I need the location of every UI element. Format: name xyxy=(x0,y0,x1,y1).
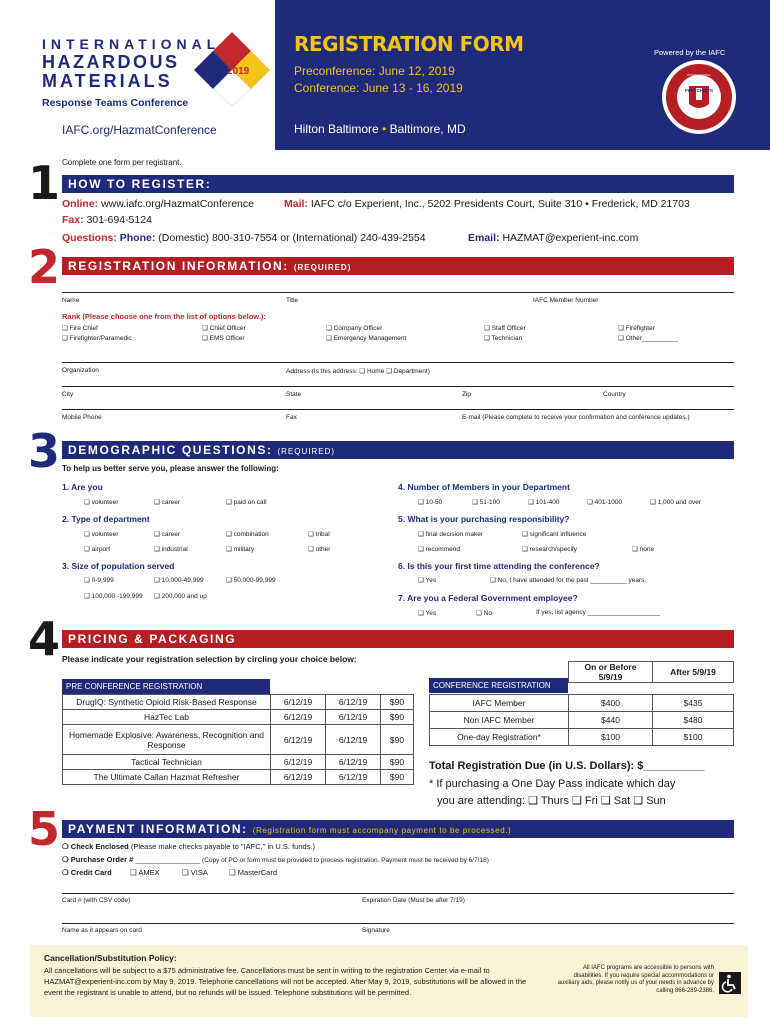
form-title: REGISTRATION FORM xyxy=(294,32,524,56)
reg-type: Non IAFC Member xyxy=(430,712,569,729)
state-label[interactable]: State xyxy=(286,391,302,398)
session-date-after: 6/12/19 xyxy=(326,725,381,755)
q6-no[interactable]: ❑ No, I have attended for the past __________ years. xyxy=(490,577,647,584)
q5-recommend[interactable]: ❑ recommend xyxy=(418,546,460,553)
q2-volunteer[interactable]: ❑ volunteer xyxy=(84,531,119,538)
member-number-label[interactable]: IAFC Member Number xyxy=(533,297,599,304)
table-row[interactable] xyxy=(430,712,734,729)
conference-date: Conference: June 13 - 16, 2019 xyxy=(294,81,463,95)
section-5-number: 5 xyxy=(28,802,61,856)
conference-table xyxy=(429,694,734,746)
email-line xyxy=(468,232,638,244)
header-info-area xyxy=(275,0,770,150)
logo-line3: MATERIALS xyxy=(42,71,173,91)
fax-label: Fax: xyxy=(62,214,84,226)
q2-label: 2. Type of department xyxy=(62,514,150,524)
questions-line xyxy=(62,232,426,244)
name-line xyxy=(62,292,734,293)
section-3-bar xyxy=(62,441,734,459)
session-name: Tactical Technician xyxy=(63,755,271,770)
q6-label: 6. Is this your first time attending the conference? xyxy=(398,561,600,571)
policy-text: All cancellations will be subject to a $75 administrative fee. Cancellations must be sent in writing to the registration Center via e-mail to HAZMAT@experient-inc.com by May 9, 2019. Telephone cancellations will not be accepted. After May 9, 2019, substitutions will be allowed in the event the registrant is unable to attend, but no refunds will be issued. Telephone substitutions will be permitted. xyxy=(44,966,527,997)
q4-1000-over[interactable]: ❑ 1,000 and over xyxy=(650,499,702,506)
logo-line2: HAZARDOUS xyxy=(42,52,180,72)
session-date-before: 6/12/19 xyxy=(271,695,326,710)
oneday-note-2[interactable]: you are attending: ❑ Thurs ❑ Fri ❑ Sat ❑ Sun xyxy=(437,795,666,807)
reg-price-after: $435 xyxy=(653,695,734,712)
section-2-number: 2 xyxy=(28,240,61,294)
q3-10000-49999[interactable]: ❑ 10,000-49,999 xyxy=(154,577,204,584)
rank-firefighter-paramedic[interactable]: ❑ Firefighter/Paramedic xyxy=(62,335,132,342)
card-number-label[interactable]: Card # (with CSV code) xyxy=(62,897,131,904)
q3-50000-99999[interactable]: ❑ 50,000-99,999 xyxy=(226,577,276,584)
session-date-before: 6/12/19 xyxy=(271,755,326,770)
mobile-label[interactable]: Mobile Phone xyxy=(62,414,102,421)
name-on-card-label[interactable]: Name as it appears on card xyxy=(62,927,142,934)
policy-title: Cancellation/Substitution Policy: xyxy=(44,953,177,963)
q1-career[interactable]: ❑ career xyxy=(154,499,181,506)
signature-label[interactable]: Signature xyxy=(362,927,390,934)
q6-yes[interactable]: ❑ Yes xyxy=(418,577,437,584)
card-number-line xyxy=(62,893,734,894)
email-field-label[interactable]: E-mail (Please complete to receive your confirmation and conference updates.) xyxy=(462,414,690,421)
po-note: __________________ (Copy of PO or form must be provided to process registration. Payment must be received by 6/7/18) xyxy=(135,857,489,864)
bullet-icon: • xyxy=(382,122,390,136)
session-name: HazTec Lab xyxy=(63,710,271,725)
logo-subtitle: Response Teams Conference xyxy=(42,97,189,109)
oneday-note-1: * If purchasing a One Day Pass indicate which day xyxy=(429,778,676,790)
table-row[interactable] xyxy=(63,725,414,755)
section-5-note: (Registration form must accompany payment to be processed.) xyxy=(252,826,512,835)
rank-other[interactable]: ❑ Other__________ xyxy=(618,335,679,342)
intro-note: Complete one form per registrant. xyxy=(62,158,182,167)
city-label[interactable]: City xyxy=(62,391,74,398)
q2-career[interactable]: ❑ career xyxy=(154,531,181,538)
q3-label: 3. Size of population served xyxy=(62,561,175,571)
mail-line xyxy=(284,198,690,210)
header-logo-area xyxy=(0,0,275,150)
fax-number: 301-694-5124 xyxy=(86,214,152,226)
q5-significant-influence[interactable]: ❑ significant influence xyxy=(522,531,587,538)
credit-card-option[interactable]: ❍ Credit Card xyxy=(62,868,112,877)
q4-10-50[interactable]: ❑ 10-50 xyxy=(418,499,443,506)
session-date-after: 6/12/19 xyxy=(326,755,381,770)
col-before: On or Before 5/9/19 xyxy=(569,662,653,683)
organization-line xyxy=(62,362,734,363)
table-row[interactable] xyxy=(63,710,414,725)
q1-paid-on-call[interactable]: ❑ paid on call xyxy=(226,499,267,506)
header-url: IAFC.org/HazmatConference xyxy=(62,123,217,137)
session-date-before: 6/12/19 xyxy=(271,770,326,785)
q2-airport[interactable]: ❑ airport xyxy=(84,546,111,553)
cc-line xyxy=(62,868,112,877)
email-label: Email: xyxy=(468,232,500,244)
q1-volunteer[interactable]: ❑ volunteer xyxy=(84,499,119,506)
reg-type: One-day Registration* xyxy=(430,729,569,746)
preconference-table xyxy=(62,694,414,785)
section-3-title: DEMOGRAPHIC QUESTIONS: xyxy=(68,443,273,457)
reg-price-before: $440 xyxy=(569,712,653,729)
country-label[interactable]: Country xyxy=(603,391,626,398)
section-4-bar xyxy=(62,630,734,648)
phone-value: (Domestic) 800-310-7554 or (International) 240-439-2554 xyxy=(158,232,426,244)
q4-101-400[interactable]: ❑ 101-400 xyxy=(528,499,560,506)
section-2-title: REGISTRATION INFORMATION: xyxy=(68,259,289,273)
conference-header: CONFERENCE REGISTRATION xyxy=(429,678,568,693)
section-1-title: HOW TO REGISTER: xyxy=(68,177,212,191)
col-after: After 5/9/19 xyxy=(653,662,734,683)
check-line xyxy=(62,842,315,851)
session-name: Homemade Explosive: Awareness, Recognition and Response xyxy=(63,725,271,755)
reg-type: IAFC Member xyxy=(430,695,569,712)
session-price: $90 xyxy=(381,710,414,725)
q4-51-100[interactable]: ❑ 51-100 xyxy=(472,499,500,506)
online-label: Online: xyxy=(62,198,99,210)
reg-price-before: $100 xyxy=(569,729,653,746)
rank-company-officer[interactable]: ❑ Company Officer xyxy=(326,325,383,332)
rank-chief-officer[interactable]: ❑ Chief Officer xyxy=(202,325,246,332)
rank-technician[interactable]: ❑ Technician xyxy=(484,335,523,342)
accessibility-text: All IAFC programs are accessible to persons with disabilities. If you require special accommodations or auxiliary aids, please notify us of your needs in advance by calling 866-289-2386. xyxy=(557,965,714,994)
session-date-after: 6/12/19 xyxy=(326,695,381,710)
rank-fire-chief[interactable]: ❑ Fire Chief xyxy=(62,325,98,332)
title-label[interactable]: Title xyxy=(286,297,299,304)
mail-address: IAFC c/o Experient, Inc., 5202 Presidents Court, Suite 310 • Frederick, MD 21703 xyxy=(310,198,690,210)
rank-firefighter[interactable]: ❑ Firefighter xyxy=(618,325,655,332)
section-3-number: 3 xyxy=(28,424,61,478)
fax-line xyxy=(62,214,152,226)
email-value[interactable]: HAZMAT@experient-inc.com xyxy=(502,232,639,244)
q2-other[interactable]: ❑ other xyxy=(308,546,331,553)
check-note: (Please make checks payable to "IAFC," in U.S. funds.) xyxy=(130,842,315,851)
session-name: The Ultimate Callan Hazmat Refresher xyxy=(63,770,271,785)
venue-name: Hilton Baltimore xyxy=(294,122,379,136)
table-row[interactable] xyxy=(430,695,734,712)
section-1-bar xyxy=(62,175,734,193)
preconference-header: PRE CONFERENCE REGISTRATION xyxy=(62,679,270,694)
online-url[interactable]: www.iafc.org/HazmatConference xyxy=(101,198,254,210)
section-2-bar xyxy=(62,257,734,275)
q2-military[interactable]: ❑ military xyxy=(226,546,255,553)
check-option[interactable]: ❍ Check Enclosed xyxy=(62,842,129,851)
pricing-intro: Please indicate your registration selection by circling your choice below: xyxy=(62,654,357,664)
expiration-label[interactable]: Expiration Date (Must be after 7/19) xyxy=(362,897,465,904)
q2-tribal[interactable]: ❑ tribal xyxy=(308,531,330,538)
conference-col-headers xyxy=(568,661,734,683)
seal-mid-text: FIRE CHIEFS xyxy=(684,88,713,93)
name-card-line xyxy=(62,923,734,924)
table-row[interactable] xyxy=(63,755,414,770)
q2-combination[interactable]: ❑ combination xyxy=(226,531,269,538)
section-1-number: 1 xyxy=(28,156,61,210)
zip-label[interactable]: Zip xyxy=(462,391,472,398)
rank-emergency-management[interactable]: ❑ Emergency Management xyxy=(326,335,407,342)
q5-final-decision[interactable]: ❑ final decision maker xyxy=(418,531,484,538)
q4-label: 4. Number of Members in your Department xyxy=(398,482,570,492)
session-price: $90 xyxy=(381,695,414,710)
mail-label: Mail: xyxy=(284,198,308,210)
online-line xyxy=(62,198,254,210)
q3-200000-up[interactable]: ❑ 200,000 and up xyxy=(154,593,207,600)
phone-label: Phone: xyxy=(119,232,156,244)
card-visa[interactable]: ❑ VISA xyxy=(182,868,208,877)
total-due[interactable]: Total Registration Due (in U.S. Dollars): $__________ xyxy=(429,760,705,772)
venue-city: Baltimore, MD xyxy=(389,122,466,136)
session-date-after: 6/12/19 xyxy=(326,710,381,725)
section-5-bar xyxy=(62,820,734,838)
q7-agency[interactable]: If yes, list agency ____________________ xyxy=(536,609,660,616)
q4-401-1000[interactable]: ❑ 401-1000 xyxy=(587,499,623,506)
rank-label: Rank (Please choose one from the list of options below.): xyxy=(62,312,266,321)
reg-price-after: $100 xyxy=(653,729,734,746)
table-row[interactable] xyxy=(63,770,414,785)
po-option[interactable]: ❍ Purchase Order # xyxy=(62,855,134,864)
logo-year: 2019 xyxy=(227,66,250,77)
q1-label: 1. Are you xyxy=(62,482,103,492)
session-price: $90 xyxy=(381,755,414,770)
section-4-title: PRICING & PACKAGING xyxy=(68,632,237,646)
table-row[interactable] xyxy=(63,695,414,710)
rank-staff-officer[interactable]: ❑ Staff Officer xyxy=(484,325,526,332)
po-line xyxy=(62,855,489,864)
organization-label[interactable]: Organization xyxy=(62,367,99,374)
section-5-title: PAYMENT INFORMATION: xyxy=(68,822,248,836)
address-label[interactable]: Address (Is this address: ❑ Home ❑ Department) xyxy=(286,368,430,375)
q3-100000-199999[interactable]: ❑ 100,000 -199,999 xyxy=(84,593,143,600)
session-name: DrugIQ: Synthetic Opioid Risk-Based Response xyxy=(63,695,271,710)
table-row[interactable] xyxy=(430,729,734,746)
session-date-before: 6/12/19 xyxy=(271,710,326,725)
card-mastercard[interactable]: ❑ MasterCard xyxy=(229,868,277,877)
q7-no[interactable]: ❑ No xyxy=(476,610,492,617)
fax-field-label[interactable]: Fax xyxy=(286,414,297,421)
questions-label: Questions: xyxy=(62,232,117,244)
session-price: $90 xyxy=(381,725,414,755)
preconference-date: Preconference: June 12, 2019 xyxy=(294,64,455,78)
q5-research-specify[interactable]: ❑ research/specify xyxy=(522,546,577,553)
reg-price-before: $400 xyxy=(569,695,653,712)
venue xyxy=(294,122,466,136)
session-price: $90 xyxy=(381,770,414,785)
session-date-before: 6/12/19 xyxy=(271,725,326,755)
seal-top-text: INTERNATIONAL ASSOCIATION OF xyxy=(686,73,712,81)
section-2-required: (REQUIRED) xyxy=(293,263,352,272)
rank-ems-officer[interactable]: ❑ EMS Officer xyxy=(202,335,245,342)
q7-label: 7. Are you a Federal Government employee? xyxy=(398,593,578,603)
q3-0-9999[interactable]: ❑ 0-9,999 xyxy=(84,577,114,584)
iafc-seal-icon xyxy=(660,58,738,136)
logo-line1: INTERNATIONAL xyxy=(42,36,221,52)
phone-line xyxy=(62,409,734,410)
session-date-after: 6/12/19 xyxy=(326,770,381,785)
card-amex[interactable]: ❑ AMEX xyxy=(130,868,160,877)
demographic-intro: To help us better serve you, please answer the following: xyxy=(62,464,279,473)
section-4-number: 4 xyxy=(28,612,61,666)
name-label[interactable]: Name xyxy=(62,297,80,304)
q5-label: 5. What is your purchasing responsibility? xyxy=(398,514,570,524)
powered-by: Powered by the IAFC xyxy=(654,48,726,57)
section-3-required: (REQUIRED) xyxy=(277,447,336,456)
city-line xyxy=(62,386,734,387)
q2-industrial[interactable]: ❑ industrial xyxy=(154,546,188,553)
wheelchair-icon xyxy=(719,972,741,994)
q7-yes[interactable]: ❑ Yes xyxy=(418,610,437,617)
q5-none[interactable]: ❑ none xyxy=(632,546,655,553)
reg-price-after: $480 xyxy=(653,712,734,729)
